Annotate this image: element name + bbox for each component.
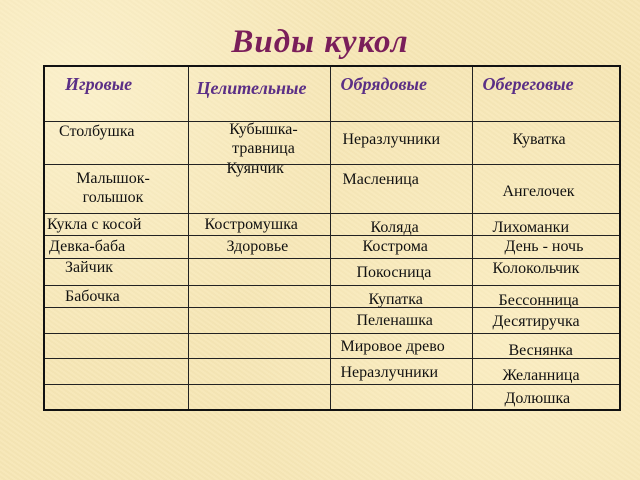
doll-name: Кострома (362, 238, 428, 256)
table-cell (330, 384, 472, 410)
table-cell (188, 121, 330, 165)
doll-name: Лихоманки (492, 219, 570, 237)
table-cell (330, 165, 472, 214)
table-cell (188, 258, 330, 286)
table-cell (188, 286, 330, 308)
table-cell (188, 236, 330, 258)
table-cell (330, 359, 472, 384)
doll-name: Здоровье (226, 238, 289, 256)
table-row (44, 165, 620, 214)
table-cell (330, 214, 472, 236)
table-cell (472, 359, 620, 384)
doll-name: День - ночь (504, 238, 584, 256)
table-cell (188, 384, 330, 410)
doll-name: Коляда (370, 219, 419, 237)
doll-name: Костромушка (204, 216, 298, 234)
table-header-row (44, 66, 620, 121)
doll-name: Малышок-голышок (76, 170, 150, 207)
doll-name: Колокольчик (492, 259, 580, 277)
table-row (44, 384, 620, 410)
doll-name: Зайчик (65, 258, 114, 276)
table-cell (472, 333, 620, 358)
table-cell (472, 384, 620, 410)
doll-name: Неразлучники (342, 130, 441, 148)
doll-name: Долюшка (504, 389, 571, 407)
table-cell (472, 308, 620, 333)
table-cell (44, 286, 188, 308)
doll-name: Кубышка-травница (229, 120, 298, 157)
doll-name: Бессонница (498, 292, 579, 310)
table-cell (330, 121, 472, 165)
table-cell (188, 160, 330, 214)
table-cell (330, 258, 472, 286)
column-header: Целительные (196, 78, 307, 98)
table-cell (44, 236, 188, 258)
doll-name: Неразлучники (340, 364, 439, 382)
doll-name: Веснянка (508, 341, 573, 359)
doll-name: Кукла с косой (47, 216, 142, 234)
table-cell (472, 258, 620, 286)
table-cell (472, 286, 620, 308)
table-cell (44, 359, 188, 384)
doll-name: Ангелочек (502, 183, 575, 201)
header-cell-celitelnye (188, 66, 330, 121)
header-cell-oberegovye (472, 66, 620, 121)
doll-name: Купатка (368, 291, 423, 309)
slide-title: Виды кукол (231, 24, 409, 60)
table-cell (188, 333, 330, 358)
table-cell (44, 258, 188, 286)
table-cell (44, 384, 188, 410)
doll-name: Желанница (502, 367, 580, 385)
table-cell (188, 214, 330, 236)
table-cell (44, 333, 188, 358)
doll-name: Масленица (342, 171, 419, 189)
table-cell (44, 214, 188, 236)
table-cell (44, 121, 188, 165)
table-cell (330, 308, 472, 333)
table-row (44, 258, 620, 286)
table-row (44, 333, 620, 358)
table-cell (44, 165, 188, 214)
table-cell (330, 333, 472, 358)
doll-name: Бабочка (65, 288, 120, 306)
table-cell (472, 236, 620, 258)
table-cell (472, 165, 620, 214)
doll-name: Куянчик (226, 160, 284, 178)
doll-name: Десятиручка (492, 313, 580, 331)
table-cell (188, 308, 330, 333)
doll-name: Пеленашка (356, 312, 433, 330)
doll-name: Столбушка (59, 122, 135, 140)
column-header: Игровые (65, 74, 133, 94)
column-header: Обрядовые (340, 74, 427, 94)
table-row (44, 214, 620, 236)
column-header: Обереговые (482, 74, 574, 94)
table-row (44, 308, 620, 333)
doll-name: Куватка (512, 130, 566, 148)
doll-name: Девка-баба (49, 238, 126, 256)
header-cell-obryadovye (330, 66, 472, 121)
table-row (44, 359, 620, 384)
doll-name: Мировое древо (340, 337, 445, 355)
table-cell (472, 121, 620, 165)
table-cell (44, 308, 188, 333)
table-cell (330, 236, 472, 258)
table-row (44, 236, 620, 258)
doll-name: Покосница (356, 263, 432, 281)
table-row (44, 121, 620, 165)
doll-types-table (43, 65, 621, 411)
table-cell (472, 214, 620, 236)
table-row (44, 286, 620, 308)
header-cell-igrovye (44, 66, 188, 121)
table-cell (188, 359, 330, 384)
table-cell (330, 286, 472, 308)
